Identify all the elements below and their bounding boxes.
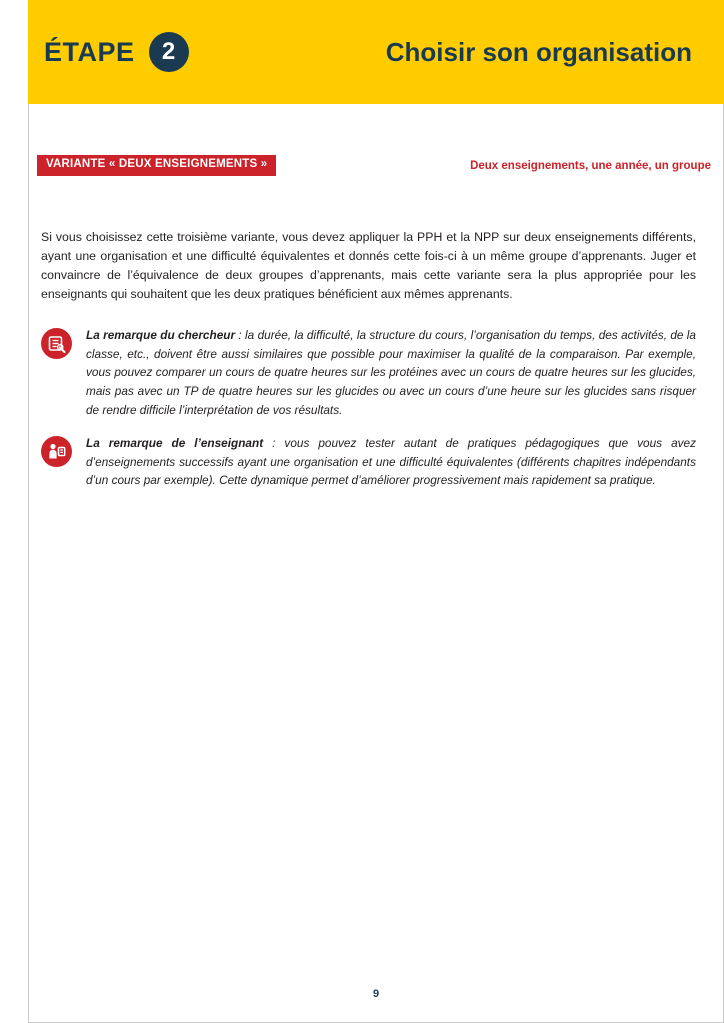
teacher-icon bbox=[41, 436, 72, 467]
step-label: ÉTAPE bbox=[44, 36, 135, 67]
variant-row bbox=[37, 154, 711, 176]
page-number: 9 bbox=[372, 988, 380, 1000]
note-teacher-body: : vous pouvez tester autant de pratiques pédagogiques que vous avez d’enseignements successifs ayant une organisation et une difficulté équivalentes (différents chapitres indépendants d’un cours par exemple). Cette dynamique permet d’améliorer progressivement mais rapidement sa pratique. bbox=[86, 436, 696, 488]
note-teacher-text bbox=[86, 434, 696, 490]
note-teacher bbox=[41, 434, 696, 490]
note-researcher bbox=[41, 326, 696, 419]
researcher-icon bbox=[41, 328, 72, 359]
page-title: Choisir son organisation bbox=[385, 37, 692, 67]
note-researcher-body: : la durée, la difficulté, la structure du cours, l’organisation du temps, des activités, de la classe, etc., doivent être aussi similaires que possible pour maximiser la qualité de la comparaison. Par exemple, vous pouvez comparer un cours de quatre heures sur les protéines avec un cours de quatre heures sur les glucides, mais pas avec un TP de quatre heures sur les glucides ou avec un cours d’une heure sur les glucides sans risquer de rendre difficile l’interprétation de vos résultats. bbox=[86, 328, 696, 417]
note-teacher-lead: La remarque de l’enseignant bbox=[86, 436, 264, 450]
page-header bbox=[28, 0, 724, 104]
variant-tag: VARIANTE « DEUX ENSEIGNEMENTS » bbox=[37, 155, 276, 176]
page-content bbox=[28, 104, 724, 1023]
note-researcher-lead: La remarque du chercheur bbox=[86, 328, 236, 342]
step-number-badge: 2 bbox=[149, 32, 189, 72]
note-researcher-text bbox=[86, 326, 696, 419]
intro-paragraph: Si vous choisissez cette troisième variante, vous devez appliquer la PPH et la NPP sur deux enseignements différents, ayant une organisation et une difficulté équivalentes et donnés cette fois-ci à un même groupe d’apprenants. Juger et convaincre de l’équivalence de deux groupes d’apprenants, mais cette variante sera la plus appropriée pour les enseignants qui souhaitent que les deux pratiques bénéficient aux mêmes apprenants. bbox=[41, 230, 696, 302]
variant-caption: Deux enseignements, une année, un groupe bbox=[470, 160, 711, 172]
